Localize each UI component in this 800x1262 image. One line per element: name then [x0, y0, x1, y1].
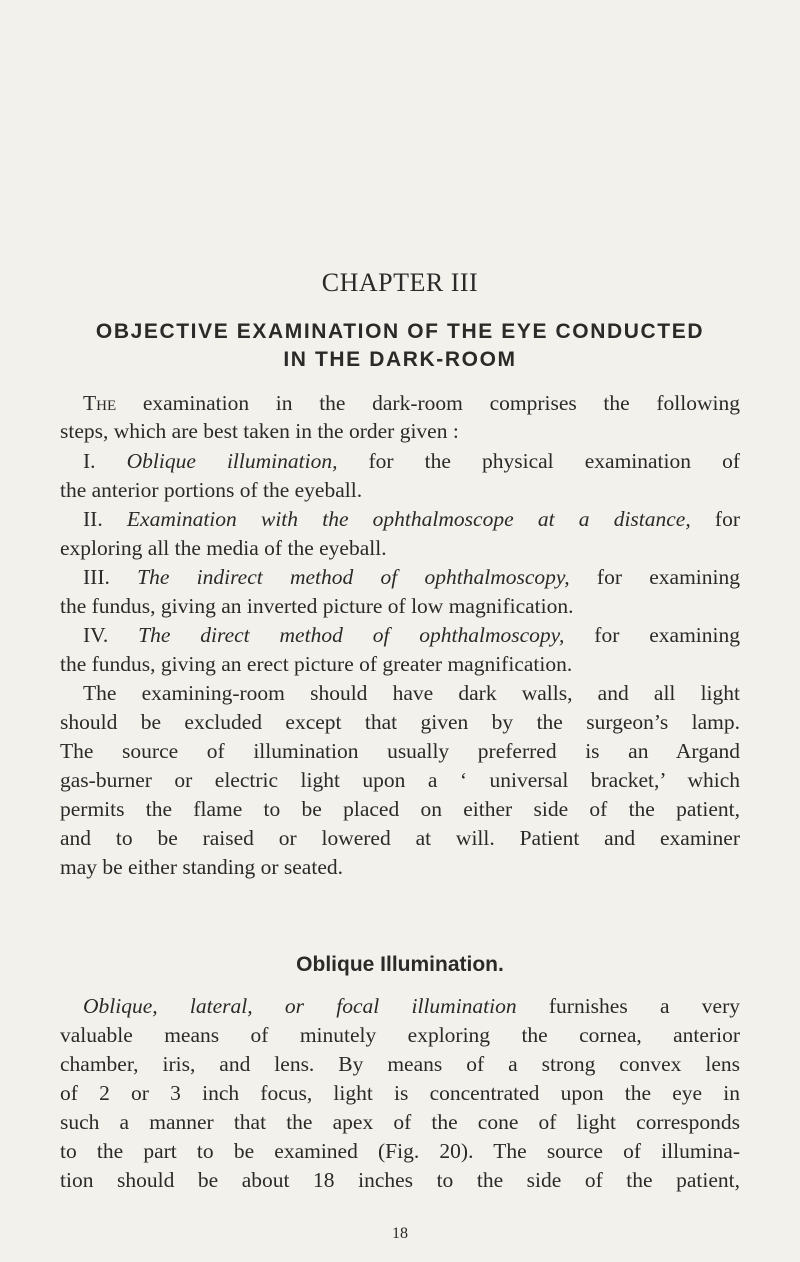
- intro-line-2: steps, which are best taken in the order given :: [60, 419, 459, 443]
- paragraph-3-italic-lead: Oblique, lateral, or focal illumination: [83, 994, 517, 1018]
- paragraph-2-line-7: may be either standing or seated.: [60, 855, 343, 879]
- chapter-heading: CHAPTER III: [321, 268, 479, 297]
- paragraph-3-line-3: chamber, iris, and lens. By means of a strong convex lens: [60, 1052, 740, 1076]
- paragraph-2-line-4: gas-burner or electric light upon a ‘ universal bracket,’ which: [60, 768, 740, 792]
- list-item-4-line-2: the fundus, giving an erect picture of greater magnification.: [60, 652, 573, 676]
- paragraph-3-line-6: to the part to be examined (Fig. 20). The source of illumina-: [60, 1139, 740, 1163]
- list-item-3-line-1: III. The indirect method of ophthalmoscopy, for examining: [83, 565, 740, 589]
- list-item-3-title: The indirect method of ophthalmoscopy,: [137, 565, 570, 589]
- paragraph-2-line-3: The source of illumination usually preferred is an Argand: [60, 739, 740, 763]
- list-item-1-line-2: the anterior portions of the eyeball.: [60, 478, 363, 502]
- intro-lead-word: The: [83, 391, 117, 415]
- paragraph-3-line-7: tion should be about 18 inches to the side of the patient,: [60, 1168, 740, 1192]
- paragraph-2-line-2: should be excluded except that given by the surgeon’s lamp.: [60, 710, 740, 734]
- list-item-1-line-1: I. Oblique illumination, for the physical examination of: [83, 449, 740, 473]
- list-item-3-line-2: the fundus, giving an inverted picture of low magnification.: [60, 594, 574, 618]
- list-item-2-title: Examination with the ophthalmoscope at a distance,: [126, 507, 691, 531]
- paragraph-3-line-5: such a manner that the apex of the cone of light corresponds: [60, 1110, 740, 1134]
- chapter-title-line-1: OBJECTIVE EXAMINATION OF THE EYE CONDUCTED: [95, 320, 705, 343]
- list-item-4-title: The direct method of ophthalmoscopy,: [138, 623, 565, 647]
- section-heading: Oblique Illumination.: [296, 953, 504, 976]
- paragraph-3-line-1: Oblique, lateral, or focal illumination furnishes a very: [83, 994, 740, 1018]
- paragraph-2-line-5: permits the flame to be placed on either side of the patient,: [60, 797, 740, 821]
- chapter-title-line-2: IN THE DARK-ROOM: [283, 348, 517, 371]
- paragraph-2-line-1: The examining-room should have dark walls, and all light: [83, 681, 740, 705]
- list-item-4-line-1: IV. The direct method of ophthalmoscopy, for examining: [83, 623, 741, 647]
- page-number: 18: [392, 1225, 408, 1242]
- paragraph-3-line-4: of 2 or 3 inch focus, light is concentrated upon the eye in: [60, 1081, 740, 1105]
- intro-line-1: The examination in the dark-room comprises the following: [83, 391, 740, 415]
- list-item-2-line-1: II. Examination with the ophthalmoscope at a distance, for: [83, 507, 740, 531]
- paragraph-3-line-2: valuable means of minutely exploring the cornea, anterior: [60, 1023, 740, 1047]
- list-item-1-title: Oblique illumination,: [126, 449, 338, 473]
- paragraph-2-line-6: and to be raised or lowered at will. Patient and examiner: [60, 826, 740, 850]
- list-item-2-line-2: exploring all the media of the eyeball.: [60, 536, 387, 560]
